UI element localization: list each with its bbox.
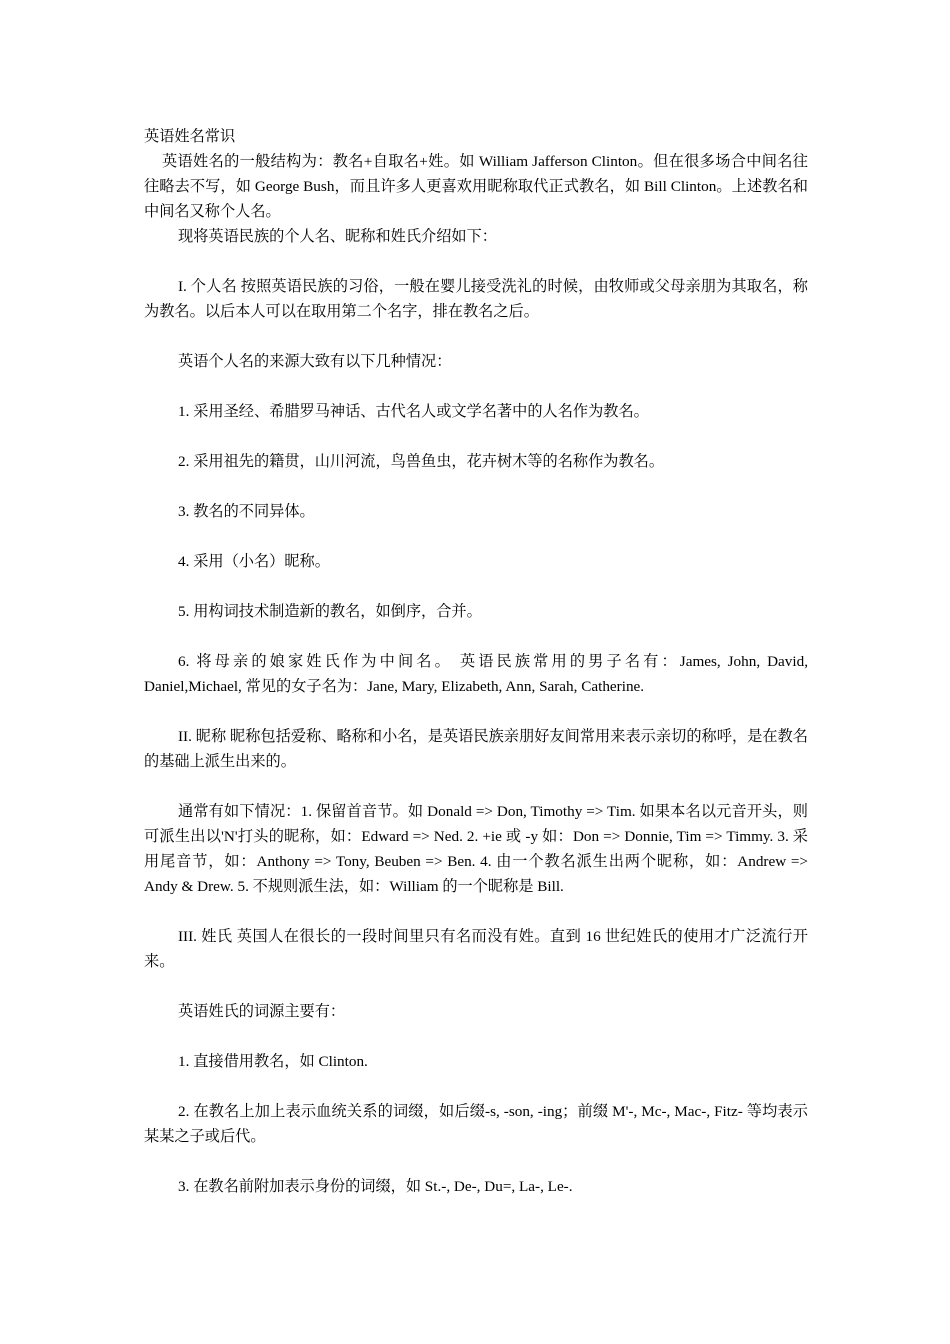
personal-name-source-2: 2. 采用祖先的籍贯，山川河流，鸟兽鱼虫，花卉树木等的名称作为教名。 bbox=[178, 453, 664, 470]
personal-name-source-3: 3. 教名的不同异体。 bbox=[178, 503, 315, 520]
document-title: 英语姓名常识 bbox=[144, 128, 236, 145]
nickname-rules-paragraph: 通常有如下情况：1. 保留首音节。如 Donald => Don, Timothy => Tim. 如果本名以元音开头，则可派生出以'N'打头的昵称，如：Edward => Ned. 2. +ie 或 -y 如：Don => Donnie, Tim => Timmy. 3. 采用尾音节，如：Anthony => Tony, Beuben => Ben. 4. 由一个教名派生出两个昵称，如：Andrew => Andy & Drew. 5. 不规则派生法，如：William 的一个昵称是 Bill. bbox=[144, 803, 808, 895]
personal-name-source-1: 1. 采用圣经、希腊罗马神话、古代名人或文学名著中的人名作为教名。 bbox=[178, 403, 649, 420]
personal-name-source-6: 6. 将母亲的娘家姓氏作为中间名。 英语民族常用的男子名有：James, John, David, Daniel,Michael, 常见的女子名为：Jane, Mary, Elizabeth, Ann, Sarah, Catherine. bbox=[144, 653, 808, 695]
surname-source-3: 3. 在教名前附加表示身份的词缀，如 St.-, De-, Du=, La-, Le-. bbox=[178, 1178, 573, 1195]
personal-name-sources-heading: 英语个人名的来源大致有以下几种情况： bbox=[178, 353, 452, 370]
section-nickname: II. 昵称 昵称包括爱称、略称和小名，是英语民族亲朋好友间常用来表示亲切的称呼，是在教名的基础上派生出来的。 bbox=[144, 728, 808, 770]
document-body bbox=[144, 124, 808, 1199]
personal-name-source-5: 5. 用构词技术制造新的教名，如倒序，合并。 bbox=[178, 603, 482, 620]
overview-paragraph: 现将英语民族的个人名、昵称和姓氏介绍如下： bbox=[178, 228, 497, 245]
personal-name-source-4: 4. 采用（小名）昵称。 bbox=[178, 553, 330, 570]
section-surname: III. 姓氏 英国人在很长的一段时间里只有名而没有姓。直到 16 世纪姓氏的使用才广泛流行开来。 bbox=[144, 928, 808, 970]
intro-paragraph: 英语姓名的一般结构为：教名+自取名+姓。如 William Jafferson Clinton。但在很多场合中间名往往略去不写，如 George Bush，而且许多人更喜欢用昵称取代正式教名，如 Bill Clinton。上述教名和中间名又称个人名。 bbox=[144, 153, 808, 220]
surname-source-1: 1. 直接借用教名，如 Clinton. bbox=[178, 1053, 368, 1070]
surname-sources-heading: 英语姓氏的词源主要有： bbox=[178, 1003, 346, 1020]
section-personal-name: I. 个人名 按照英语民族的习俗，一般在婴儿接受洗礼的时候，由牧师或父母亲朋为其取名，称为教名。以后本人可以在取用第二个名字，排在教名之后。 bbox=[144, 278, 808, 320]
surname-source-2: 2. 在教名上加上表示血统关系的词缀，如后缀-s, -son, -ing；前缀 M'-, Mc-, Mac-, Fitz- 等均表示某某之子或后代。 bbox=[144, 1103, 808, 1145]
